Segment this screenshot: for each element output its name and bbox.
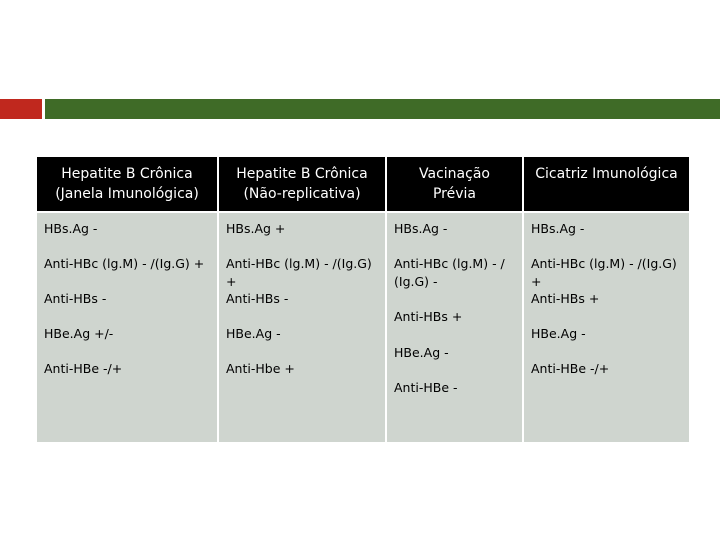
column-body <box>219 213 385 442</box>
table-cell: HBs.Ag - <box>531 221 585 236</box>
table-cell: HBs.Ag - <box>44 221 98 236</box>
table-cell: Anti-HBs + <box>394 309 463 324</box>
table-cell: Anti-HBc (lg.M) - / (Ig.G) - <box>394 256 505 289</box>
column-header-text: Hepatite B Crônica (Não-replicativa) <box>236 166 368 202</box>
table-cell: Anti-HBc (lg.M) - /(Ig.G) + <box>531 256 677 289</box>
table-cell: Anti-HBc (lg.M) - /(Ig.G) + <box>44 256 205 271</box>
column-body <box>387 213 522 442</box>
column-body <box>524 213 689 442</box>
table-column <box>387 157 522 442</box>
table-cell: Anti-Hbe + <box>226 361 295 376</box>
decorative-green-bar <box>45 99 720 119</box>
column-header-text: Cicatriz Imunológica <box>535 166 678 182</box>
table-cell: Anti-HBe -/+ <box>531 361 610 376</box>
table-cell: Anti-HBe -/+ <box>44 361 123 376</box>
column-header <box>387 157 522 211</box>
table-cell: HBe.Ag - <box>531 326 586 341</box>
table-cell: Anti-HBs - <box>226 291 289 306</box>
table-column <box>37 157 217 442</box>
table-column <box>219 157 385 442</box>
column-body <box>37 213 217 442</box>
column-header <box>219 157 385 211</box>
decorative-red-bar <box>0 99 42 119</box>
table-cell: HBe.Ag - <box>394 345 449 360</box>
table-cell: HBs.Ag - <box>394 221 448 236</box>
table-cell: HBe.Ag +/- <box>44 326 114 341</box>
column-header <box>524 157 689 211</box>
column-header-text: Vacinação Prévia <box>419 166 490 202</box>
table-cell: Anti-HBc (lg.M) - /(Ig.G) + <box>226 256 372 289</box>
table-cell: HBe.Ag - <box>226 326 281 341</box>
hepatitis-b-table <box>37 157 689 442</box>
table-cell: Anti-HBe - <box>394 380 458 395</box>
table-cell: HBs.Ag + <box>226 221 286 236</box>
table-cell: Anti-HBs - <box>44 291 107 306</box>
column-header-text: Hepatite B Crônica (Janela Imunológica) <box>55 166 199 202</box>
table-cell: Anti-HBs + <box>531 291 600 306</box>
column-header <box>37 157 217 211</box>
table-column <box>524 157 689 442</box>
